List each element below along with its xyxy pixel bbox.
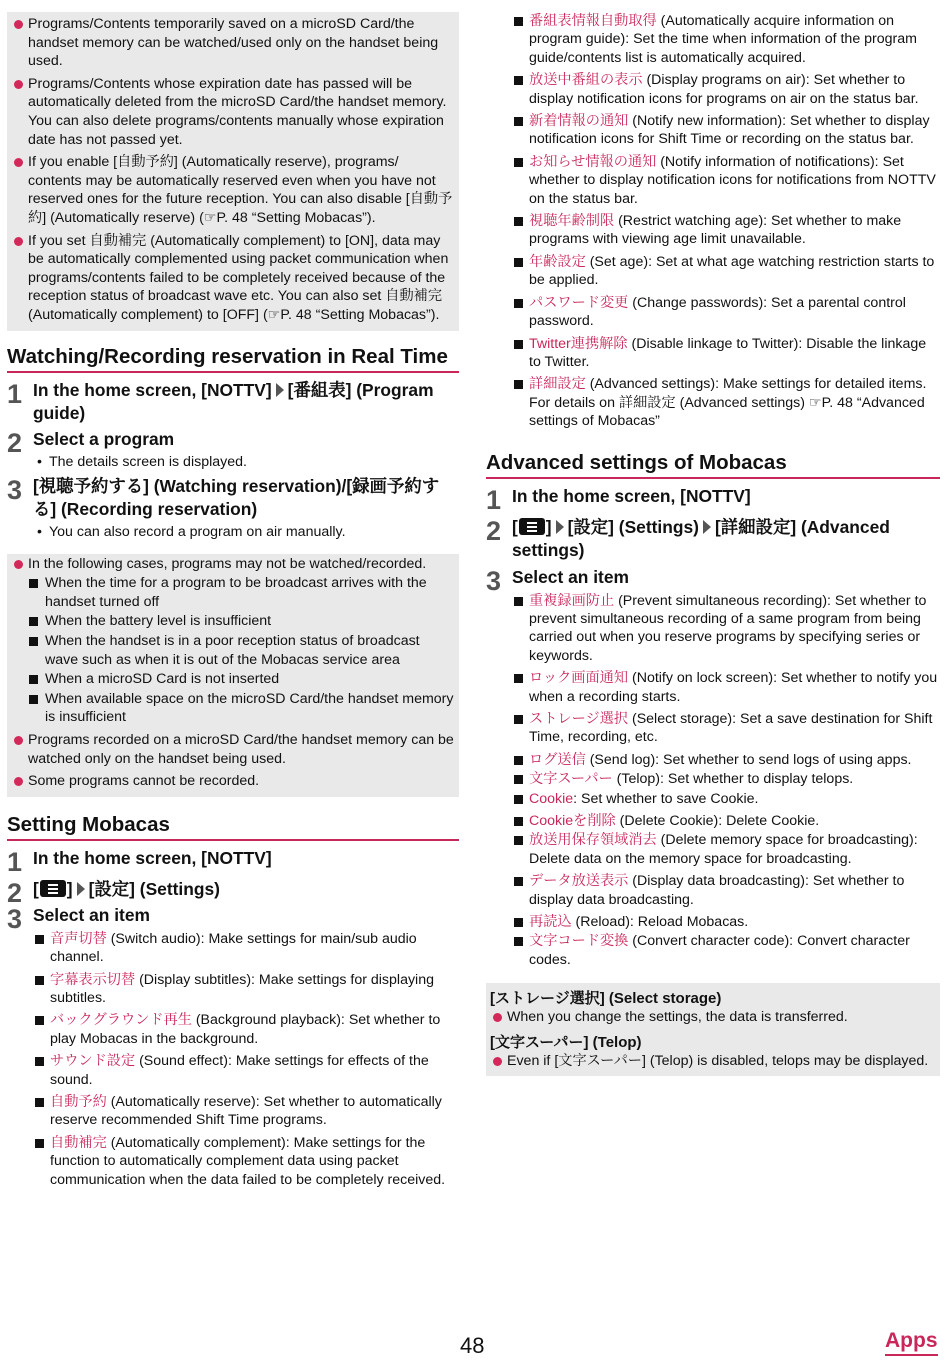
list-item: When the time for a program to be broadcast arrives with the handset turned off — [28, 574, 455, 611]
list-item: Cookieを削除 (Delete Cookie): Delete Cookie. — [512, 812, 940, 830]
page-number: 48 — [460, 1333, 485, 1358]
square-bullet-icon — [514, 715, 523, 724]
step-number: 1 — [7, 378, 23, 409]
square-bullet-icon — [514, 817, 523, 826]
bullet-dot-icon — [14, 237, 23, 246]
left-column — [7, 12, 459, 1193]
square-bullet-icon — [514, 756, 523, 765]
step-note: • You can also record a program on air manually. — [37, 524, 346, 541]
arrow-right-icon — [276, 383, 284, 397]
step-number: 1 — [7, 846, 23, 877]
square-bullet-icon — [514, 918, 523, 927]
list-item: 詳細設定 (Advanced settings): Make settings for detailed items. For details on 詳細設定 (Advanced settings) ☞P. 48 “Advanced settings of Mobacas” — [512, 375, 940, 430]
section-label-apps: Apps — [885, 1328, 938, 1356]
step-3: 3 Select an item — [7, 903, 150, 934]
section-title-watching-recording: Watching/Recording reservation in Real Time — [7, 343, 459, 373]
bullet-dot-icon — [14, 736, 23, 745]
step-number: 3 — [7, 903, 23, 934]
bullet-dot-icon — [14, 80, 23, 89]
list-item: 文字コード変換 (Convert character code): Convert character codes. — [512, 932, 940, 969]
square-bullet-icon — [514, 217, 523, 226]
arrow-right-icon — [703, 520, 711, 534]
arrow-right-icon — [77, 882, 85, 896]
step-number: 2 — [7, 427, 23, 458]
square-bullet-icon — [514, 775, 523, 784]
square-bullet-icon — [514, 937, 523, 946]
bullet-dot-icon — [14, 777, 23, 786]
list-item: When the handset is in a poor reception status of broadcast wave such as when it is out of the Mobacas service area — [28, 632, 455, 669]
square-bullet-icon — [514, 795, 523, 804]
list-item: 年齢設定 (Set age): Set at what age watching restriction starts to be applied. — [512, 253, 940, 290]
note-heading: [文字スーパー] (Telop) — [490, 1033, 642, 1051]
step-number: 3 — [7, 475, 23, 506]
step-number: 2 — [7, 877, 23, 908]
bullet-dot-icon — [14, 20, 23, 29]
square-bullet-icon — [35, 1139, 44, 1148]
note-heading: [ストレージ選択] (Select storage) — [490, 990, 722, 1008]
list-item: 放送用保存領域消去 (Delete memory space for broadcasting): Delete data on the memory space for broadcasting. — [512, 831, 940, 868]
square-bullet-icon — [35, 1057, 44, 1066]
square-bullet-icon — [29, 695, 38, 704]
note-text: If you enable [自動予約] (Automatically reserve), programs/ contents may be automatically reserved even when you have not reserved ones for the future reception. You can also disable [自動予約] (Automatically reserve) (☞P. 48 “Setting Mobacas”). — [28, 154, 453, 226]
list-item: サウンド設定 (Sound effect): Make settings for effects of the sound. — [33, 1052, 459, 1089]
list-item: 自動予約 (Automatically reserve): Set whether to automatically reserve recommended Shift Time programs. — [33, 1093, 459, 1130]
step-number: 1 — [486, 484, 502, 515]
list-item: 字幕表示切替 (Display subtitles): Make settings for displaying subtitles. — [33, 971, 459, 1008]
step-1: 1 In the home screen, [NOTTV] — [486, 484, 751, 515]
note-box-advanced: [ストレージ選択] (Select storage) When you change the settings, the data is transferred. [文字スーパー] (Telop) Even if [文字スーパー] (Telop) is disabled, telops may be displayed. — [486, 983, 940, 1076]
bullet-dot-icon — [14, 560, 23, 569]
square-bullet-icon — [514, 117, 523, 126]
bullet-dot-icon — [14, 158, 23, 167]
square-bullet-icon — [514, 380, 523, 389]
square-bullet-icon — [35, 976, 44, 985]
square-bullet-icon — [35, 935, 44, 944]
list-item: 番組表情報自動取得 (Automatically acquire information on program guide): Set the time when information of the program guide/contents list is automatically acquired. — [512, 12, 940, 67]
list-item: When a microSD Card is not inserted — [28, 670, 455, 689]
list-item: ストレージ選択 (Select storage): Set a save destination for Shift Time, recording, etc. — [512, 710, 940, 747]
list-item: 重複録画防止 (Prevent simultaneous recording): Set whether to prevent simultaneous recording of a same program from being carried out when you reserve programs by specifying series or keywords. — [512, 592, 940, 666]
step-number: 2 — [486, 515, 502, 546]
list-item: お知らせ情報の通知 (Notify information of notifications): Set whether to display notification icons for notifications from NOTTV on the status bar. — [512, 153, 940, 208]
list-item: ログ送信 (Send log): Set whether to send logs of using apps. — [512, 751, 940, 769]
square-bullet-icon — [514, 597, 523, 606]
settings-item-list-continued — [486, 12, 940, 431]
square-bullet-icon — [29, 675, 38, 684]
square-bullet-icon — [514, 299, 523, 308]
list-item: Cookie: Set whether to save Cookie. — [512, 790, 940, 808]
square-bullet-icon — [29, 579, 38, 588]
square-bullet-icon — [29, 617, 38, 626]
list-item: 放送中番組の表示 (Display programs on air): Set whether to display notification icons for programs on air on the status bar. — [512, 71, 940, 108]
square-bullet-icon — [514, 836, 523, 845]
square-bullet-icon — [514, 158, 523, 167]
settings-item-list — [7, 930, 459, 1189]
step-2: 2 Select a program — [7, 427, 175, 458]
step-1: 1 In the home screen, [NOTTV] — [7, 846, 272, 877]
list-item: バックグラウンド再生 (Background playback): Set whether to play Mobacas in the background. — [33, 1011, 459, 1048]
note-box-recording-cases: In the following cases, programs may not be watched/recorded. When the time for a program to be broadcast arrives with the handset turned off When the battery level is insufficient When the handset is in a poor reception status of broadcast wave such as when it is out of the Mobacas service area When a microSD Card is not inserted When available space on the microSD Card/the handset memory is insufficient Programs recorded on a microSD Card/the handset memory can be watched only on the handset being used. Some programs cannot be recorded. — [7, 554, 459, 797]
note-text: Programs/Contents temporarily saved on a microSD Card/the handset memory can be watched/used only on the handset being used. — [28, 16, 439, 70]
section-title-setting-mobacas: Setting Mobacas — [7, 811, 459, 841]
right-column — [486, 12, 940, 1076]
list-item: Twitter連携解除 (Disable linkage to Twitter): Disable the linkage to Twitter. — [512, 335, 940, 372]
note-text: Programs/Contents whose expiration date has passed will be automatically deleted from the microSD Card/the handset memory. You can also delete programs/contents manually whose expiration date has not passed yet. — [28, 75, 447, 148]
square-bullet-icon — [35, 1098, 44, 1107]
step-2: 2 [ ] [設定] (Settings) [詳細設定] (Advanced settings) — [486, 515, 890, 560]
list-item: 音声切替 (Switch audio): Make settings for main/sub audio channel. — [33, 930, 459, 967]
menu-key-icon — [519, 518, 545, 535]
list-item: ロック画面通知 (Notify on lock screen): Set whether to notify you when a recording starts. — [512, 669, 940, 706]
list-item: When available space on the microSD Card/the handset memory is insufficient — [28, 690, 455, 727]
square-bullet-icon — [29, 637, 38, 646]
step-number: 3 — [486, 565, 502, 596]
step-3: 3 Select an item — [486, 565, 629, 596]
square-bullet-icon — [514, 76, 523, 85]
square-bullet-icon — [514, 17, 523, 26]
square-bullet-icon — [514, 340, 523, 349]
list-item: 新着情報の通知 (Notify new information): Set whether to display notification icons for Shift Time or recording on the status bar. — [512, 112, 940, 149]
list-item: 自動補完 (Automatically complement): Make settings for the function to automatically complement data using packet communication when the data failed to be completely received. — [33, 1134, 459, 1189]
advanced-item-list — [486, 592, 940, 970]
list-item: データ放送表示 (Display data broadcasting): Set whether to display data broadcasting. — [512, 872, 940, 909]
list-item: 視聴年齢制限 (Restrict watching age): Set whether to make programs with viewing age limit unavailable. — [512, 212, 940, 249]
step-note: • The details screen is displayed. — [37, 453, 247, 470]
note-box-storage — [7, 12, 459, 331]
square-bullet-icon — [35, 1016, 44, 1025]
step-2: 2 [ ] [設定] (Settings) — [7, 877, 220, 908]
list-item: 再読込 (Reload): Reload Mobacas. — [512, 913, 940, 931]
bullet-dot-icon — [493, 1013, 502, 1022]
section-title-advanced-settings: Advanced settings of Mobacas — [486, 449, 940, 479]
list-item: パスワード変更 (Change passwords): Set a parental control password. — [512, 294, 940, 331]
note-text: If you set 自動補完 (Automatically complement) to [ON], data may be automatically complemented using packet communication when programs/contents failed to be completely received because of the reception status of broadcast wave etc. You can also set 自動補完 (Automatically complement) to [OFF] (☞P. 48 “Setting Mobacas”). — [28, 232, 449, 323]
arrow-right-icon — [556, 520, 564, 534]
step-1: 1 In the home screen, [NOTTV] [番組表] (Program guide) — [7, 378, 434, 423]
bullet-dot-icon — [493, 1057, 502, 1066]
step-3: 3 [視聴予約する] (Watching reservation)/[録画予約する] (Recording reservation) — [7, 475, 440, 520]
list-item: 文字スーパー (Telop): Set whether to display telops. — [512, 770, 940, 788]
menu-key-icon — [40, 880, 66, 897]
square-bullet-icon — [514, 877, 523, 886]
list-item: When the battery level is insufficient — [28, 612, 455, 631]
square-bullet-icon — [514, 258, 523, 267]
square-bullet-icon — [514, 674, 523, 683]
